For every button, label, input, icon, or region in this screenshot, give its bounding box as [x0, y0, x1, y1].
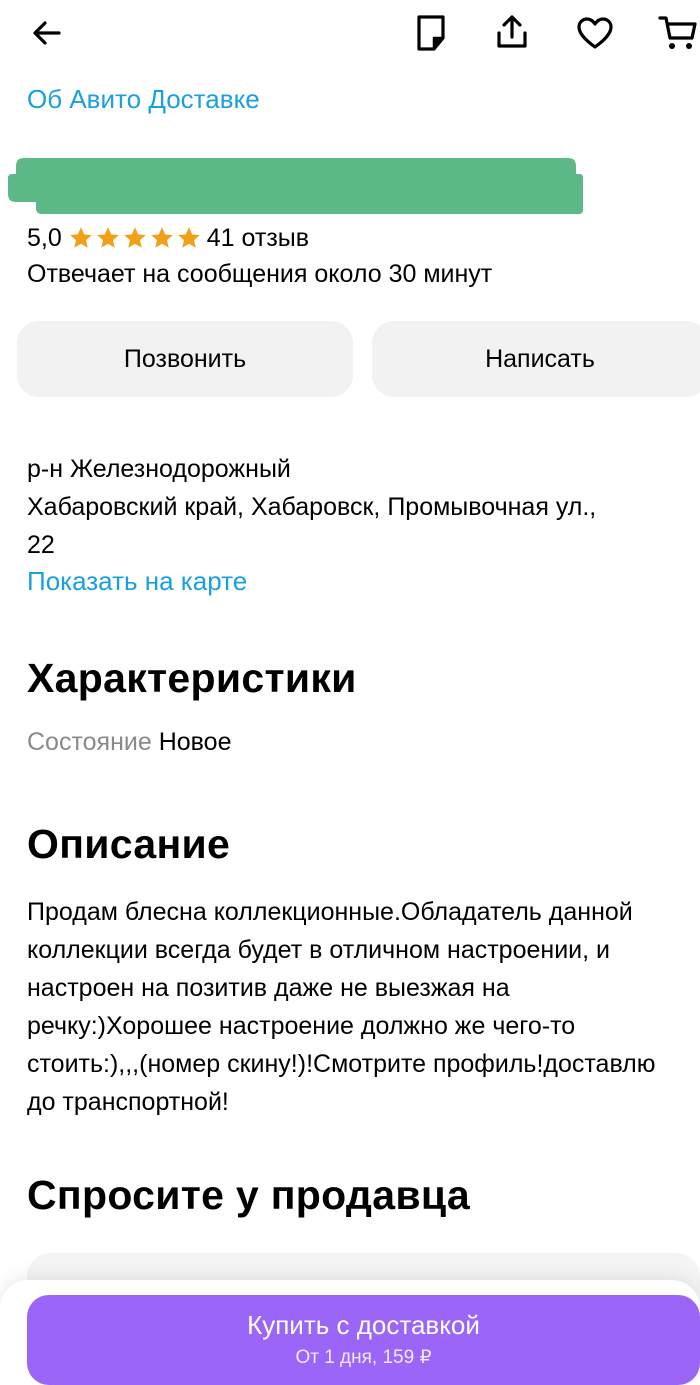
- star-icon: [95, 225, 121, 251]
- star-icon: [68, 225, 94, 251]
- share-icon[interactable]: [490, 10, 534, 54]
- spec-key: Состояние: [27, 728, 152, 756]
- note-icon[interactable]: [409, 11, 453, 55]
- spec-row: [27, 728, 231, 757]
- district: р-н Железнодорожный: [27, 455, 291, 483]
- call-button[interactable]: Позвонить: [17, 321, 353, 397]
- buy-button-subtitle: От 1 дня, 159 ₽: [295, 1347, 432, 1368]
- ask-seller-title: Спросите у продавца: [27, 1172, 470, 1218]
- top-bar: [0, 0, 700, 72]
- rating-value: 5,0: [27, 223, 62, 252]
- message-button[interactable]: Написать: [372, 321, 700, 397]
- seller-rating[interactable]: [27, 222, 309, 254]
- show-on-map-link[interactable]: Показать на карте: [27, 566, 248, 596]
- star-icon: [176, 225, 202, 251]
- rating-stars: [68, 225, 203, 251]
- cart-icon[interactable]: [656, 11, 700, 55]
- house-number: 22: [27, 531, 55, 559]
- buy-button-label: Купить с доставкой: [247, 1310, 480, 1340]
- description-text: Продам блесна коллекционные.Обладатель данной коллекции всегда будет в отличном настроении, и настроен на позитив даже не выезжая на речку:)Хорошее настроение должно же чего-то стоить:),,,(номер скину!)!Смотрите профиль!доставлю до транспортной!: [27, 898, 656, 1116]
- description-title: Описание: [27, 821, 231, 867]
- about-delivery-link[interactable]: Об Авито Доставке: [27, 84, 260, 114]
- star-icon: [149, 225, 175, 251]
- back-arrow-icon[interactable]: [25, 11, 69, 55]
- seller-name-redacted: [8, 156, 583, 216]
- reviews-count: 41 отзыв: [206, 223, 310, 252]
- star-icon: [122, 225, 148, 251]
- address-block: [27, 450, 687, 564]
- heart-icon[interactable]: [573, 11, 617, 55]
- buy-with-delivery-button[interactable]: [27, 1295, 700, 1385]
- address-line: Хабаровский край, Хабаровск, Промывочная ул.,: [27, 493, 597, 521]
- specs-title: Характеристики: [27, 655, 357, 701]
- spec-value: Новое: [158, 728, 232, 756]
- reply-time: Отвечает на сообщения около 30 минут: [27, 260, 493, 288]
